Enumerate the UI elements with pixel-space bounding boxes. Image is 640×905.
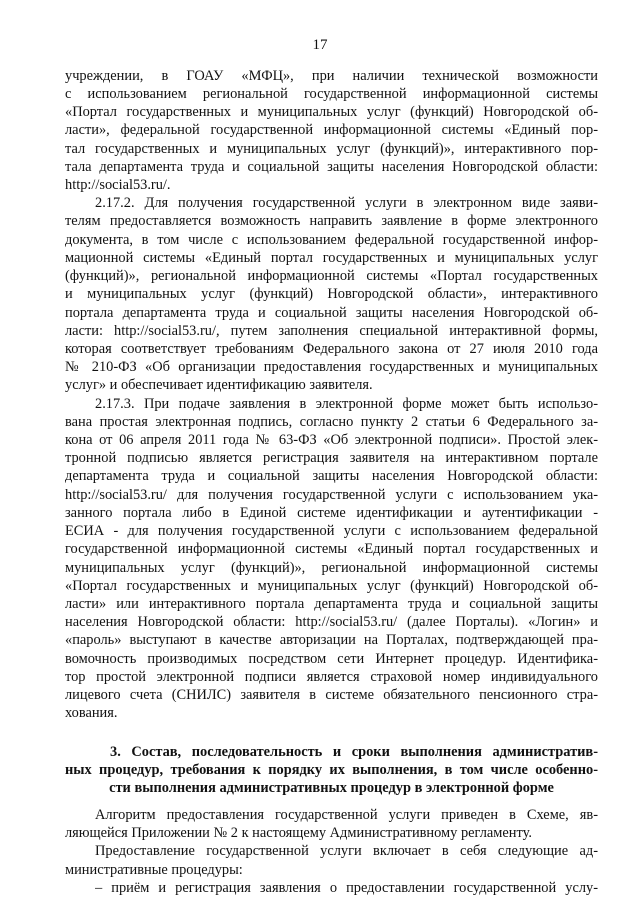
paragraph-first-line: 2.17.2. Для получения государственной услуги в электронном виде заяви-: [95, 195, 598, 212]
text-line: ласти» или интерактивного портала департамента труда и социальной защиты: [65, 595, 598, 612]
paragraph-first-line: Алгоритм предоставления государственной услуги приведен в Схеме, яв-: [95, 806, 598, 823]
page-number: 17: [312, 37, 328, 53]
text-line: (функций)», региональной информационной системы «Портал государственных: [65, 268, 598, 285]
text-line: которая соответствует требованиям Федерального закона от 27 июля 2010 года: [65, 340, 598, 357]
text-line: ласти: http://social53.ru/, путем заполнения специальной интерактивной формы,: [65, 322, 598, 339]
text-line: тор простой электронной подписи является страховой номер индивидуального: [65, 668, 598, 685]
paragraph-first-line: 2.17.3. При подаче заявления в электронной форме может быть использо-: [95, 395, 598, 412]
text-line: и муниципальных услуг (функций) Новгородской области», интерактивного: [65, 286, 598, 303]
text-line: телям предоставляется возможность направить заявление в форме электронного: [65, 213, 598, 230]
text-line: кона от 06 апреля 2011 года № 63-ФЗ «Об электронной подписи». Простой элек-: [65, 432, 598, 449]
text-line: тала департамента труда и социальной защиты населения Новгородской области:: [65, 158, 598, 175]
text-line: «пароль» выступают в качестве авторизации на Порталах, подтверждающей пра-: [65, 632, 598, 649]
text-line: ЕСИА - для получения государственной услуги с использованием федеральной: [65, 523, 598, 540]
text-line: № 210-ФЗ «Об организации предоставления государственных и муниципальных: [65, 359, 598, 376]
text-line: мационной системы «Единый портал государственных и муниципальных услуг: [65, 249, 598, 266]
text-line: департамента труда и социальной защиты населения Новгородской области:: [65, 468, 598, 485]
text-line: ласти», федеральной государственной информационной системы «Единый пор-: [65, 122, 598, 139]
section-heading: сти выполнения административных процедур в электронной форме: [109, 780, 554, 797]
section-heading: ных процедур, требования к порядку их выполнения, в том числе особенно-: [65, 761, 598, 778]
text-line: вомочность производимых посредством сети Интернет процедур. Идентифика-: [65, 650, 598, 667]
text-line: хования.: [65, 705, 118, 722]
text-line: государственной информационной системы «Единый портал государственных и: [65, 541, 598, 558]
text-line: населения Новгородской области: http://social53.ru/ (далее Порталы). «Логин» и: [65, 614, 598, 631]
text-line: «Портал государственных и муниципальных услуг (функций) Новгородской об-: [65, 577, 598, 594]
text-line: http://social53.ru/.: [65, 177, 171, 193]
text-line: тронной подписью является регистрация заявителя на интерактивном портале: [65, 450, 598, 467]
paragraph-first-line: Предоставление государственной услуги включает в себя следующие ад-: [95, 843, 598, 860]
text-line: с использованием региональной государственной информационной системы: [65, 85, 598, 102]
section-heading: 3. Состав, последовательность и сроки выполнения административ-: [110, 743, 598, 760]
text-line: тал государственных и муниципальных услуг (функций)», интерактивного пор-: [65, 140, 598, 157]
text-line: муниципальных услуг (функций)», региональной информационной системы: [65, 559, 598, 576]
text-line: документа, в том числе с использованием федеральной государственной инфор-: [65, 231, 598, 248]
text-line: учреждении, в ГОАУ «МФЦ», при наличии технической возможности: [65, 67, 598, 84]
text-line: занного портала либо в Единой системе идентификации и аутентификации -: [65, 504, 598, 521]
text-line: портала департамента труда и социальной защиты населения Новгородской об-: [65, 304, 598, 321]
list-item: – приём и регистрация заявления о предоставлении государственной услу-: [95, 879, 598, 896]
text-line: вана простая электронная подпись, согласно пункту 2 статьи 6 Федерального за-: [65, 413, 598, 430]
text-line: «Портал государственных и муниципальных услуг (функций) Новгородской об-: [65, 104, 598, 121]
text-line: лицевого счета (СНИЛС) заявителя в системе обязательного пенсионного стра-: [65, 687, 598, 704]
text-line: ляющейся Приложении № 2 к настоящему Административному регламенту.: [65, 825, 532, 842]
text-line: http://social53.ru/ для получения государственной услуги с использованием ука-: [65, 486, 598, 503]
text-line: министративные процедуры:: [65, 861, 243, 878]
text-line: услуг» и обеспечивает идентификацию заявителя.: [65, 377, 373, 394]
